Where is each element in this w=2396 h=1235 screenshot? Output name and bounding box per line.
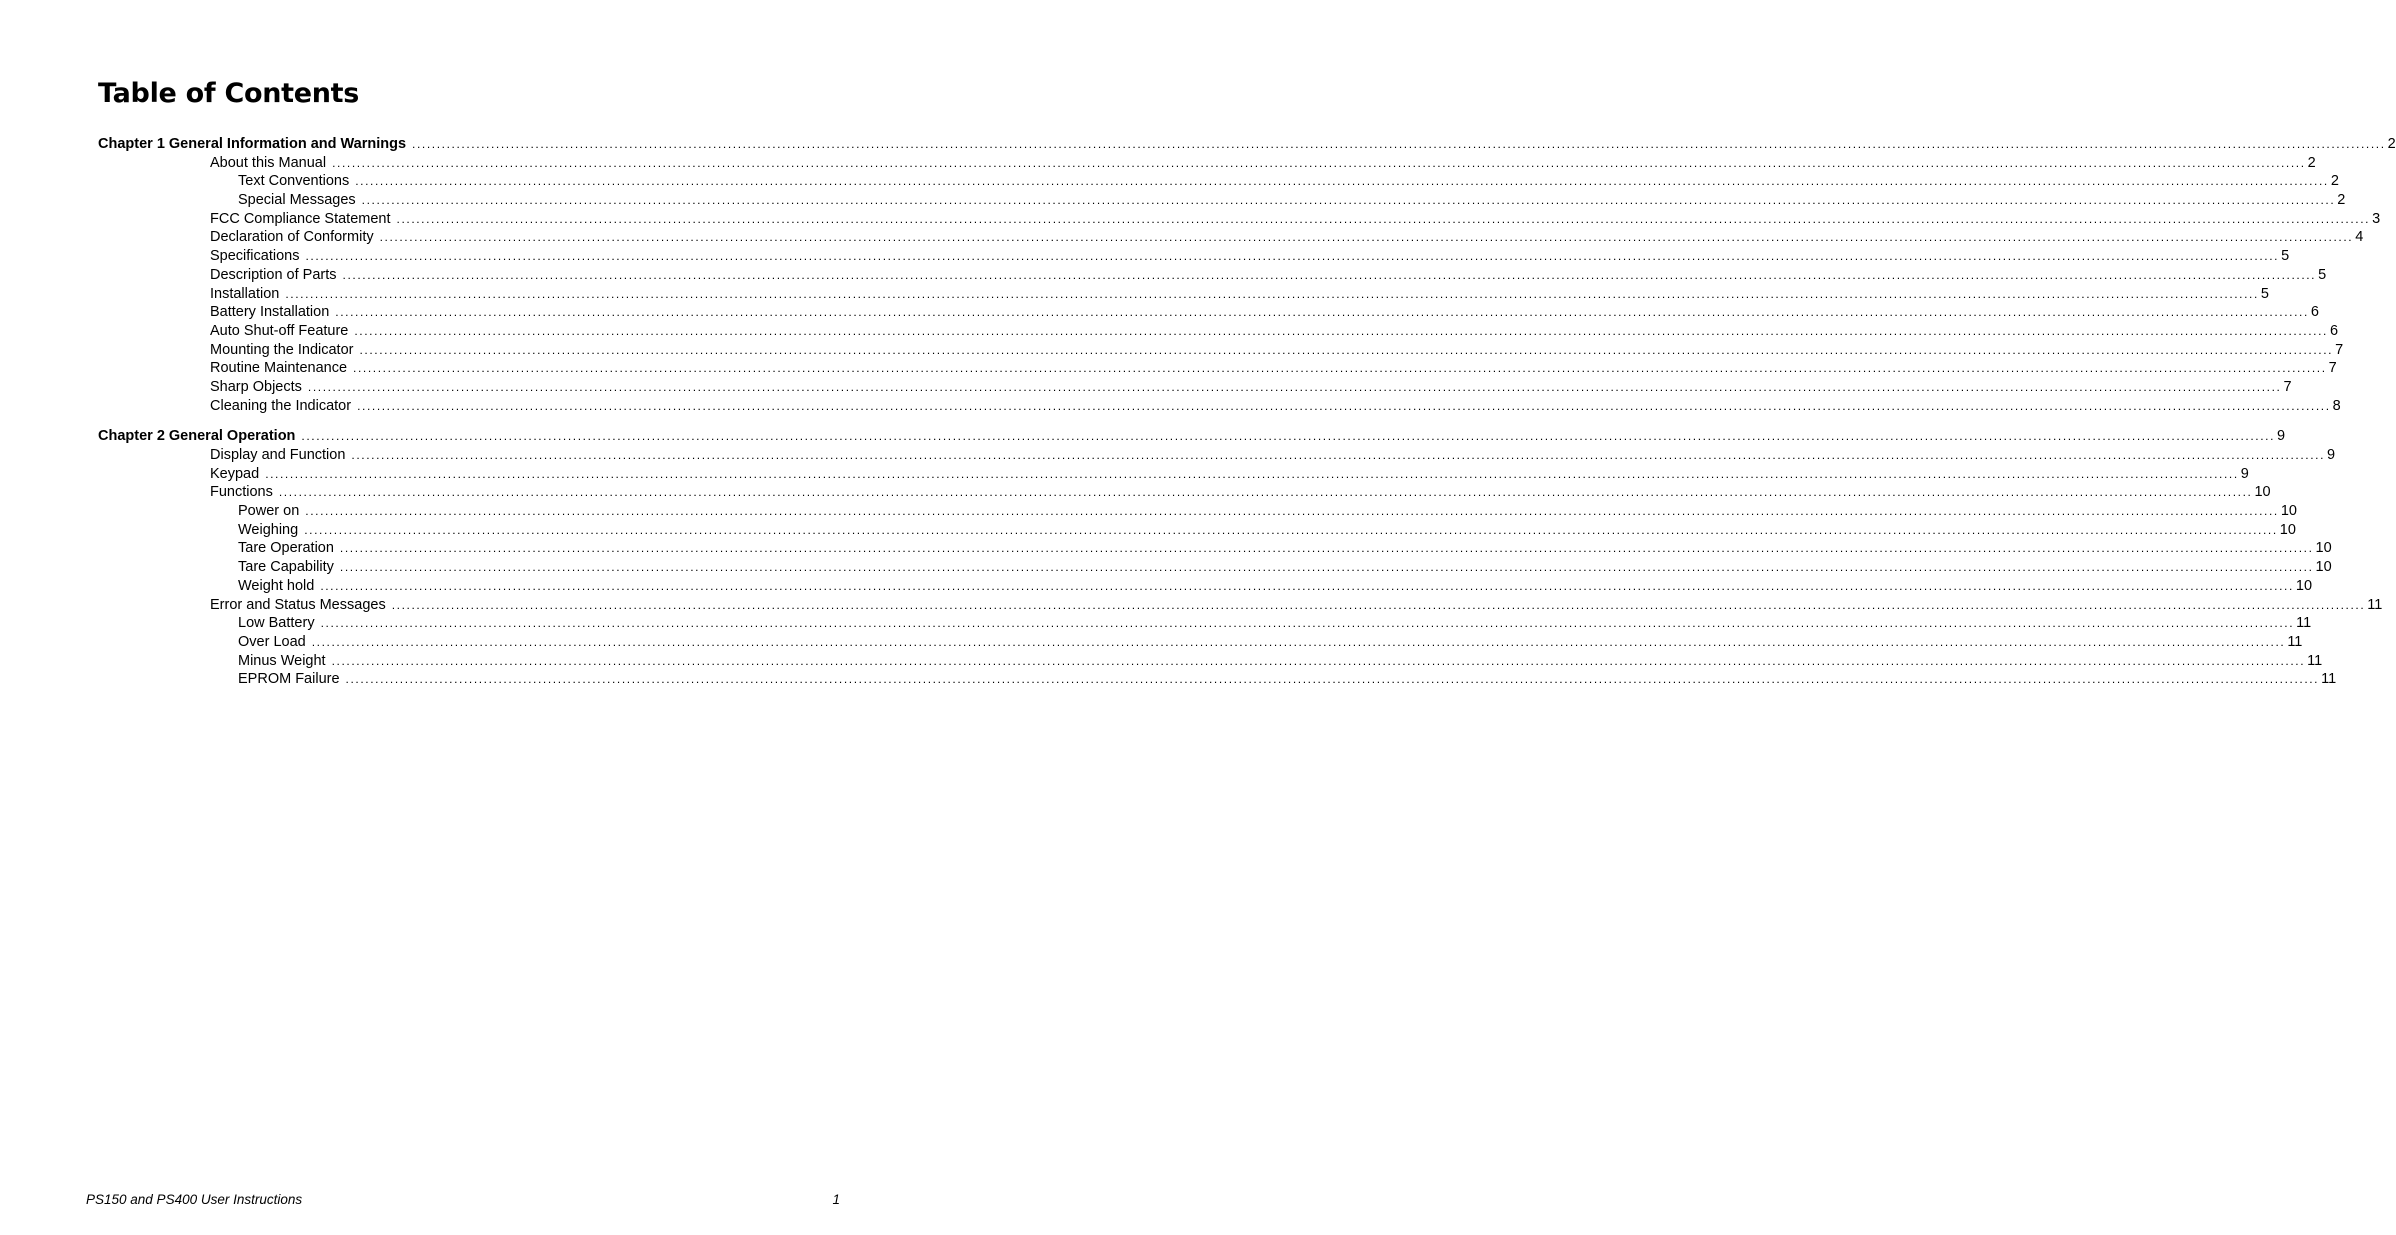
toc-entry-page-number: 2 (2387, 136, 2396, 152)
toc-entry-label: Weighing (238, 521, 299, 538)
toc-chapter-heading[interactable] (98, 135, 2396, 154)
toc-entry-label: Chapter 2 General Operation (98, 428, 296, 445)
toc-entry[interactable] (98, 577, 2313, 596)
toc-entry[interactable] (98, 210, 2381, 229)
dot-leader: ................................................................................................................................................................................................................................................................................................................................................................................................................ (304, 522, 2278, 537)
dot-leader: ................................................................................................................................................................................................................................................................................................................................................................................................................ (339, 560, 2314, 575)
toc-entry-page-number: 10 (2254, 484, 2271, 501)
toc-entry-page-number: 11 (2321, 671, 2337, 688)
dot-leader: ................................................................................................................................................................................................................................................................................................................................................................................................................ (379, 230, 2354, 245)
toc-entry-label: Low Battery (238, 615, 315, 632)
toc-entry-label: Weight hold (238, 577, 315, 594)
toc-entry-page-number: 8 (2332, 397, 2341, 414)
dot-leader: ................................................................................................................................................................................................................................................................................................................................................................................................................ (305, 504, 2279, 519)
toc-entry-page-number: 5 (2260, 285, 2269, 302)
toc-entry-page-number: 10 (2315, 559, 2332, 576)
toc-entry-page-number: 11 (2296, 615, 2312, 632)
toc-entry-label: Declaration of Conformity (210, 229, 374, 246)
toc-entry[interactable] (98, 191, 2346, 210)
dot-leader: ................................................................................................................................................................................................................................................................................................................................................................................................................ (278, 485, 2253, 500)
toc-entry[interactable] (98, 558, 2332, 577)
toc-chapter-heading[interactable] (98, 427, 2286, 446)
dot-leader: ................................................................................................................................................................................................................................................................................................................................................................................................................ (354, 323, 2328, 338)
toc-entry-page-number: 9 (2240, 465, 2249, 482)
toc-entry-label: Special Messages (238, 192, 356, 209)
dot-leader: ................................................................................................................................................................................................................................................................................................................................................................................................................ (361, 193, 2336, 208)
toc-entry-page-number: 11 (2287, 633, 2303, 650)
toc-entry-page-number: 5 (2318, 266, 2327, 283)
toc-entry[interactable] (98, 341, 2344, 360)
toc-entry-page-number: 5 (2281, 248, 2290, 265)
dot-leader: ................................................................................................................................................................................................................................................................................................................................................................................................................ (412, 137, 2386, 151)
dot-leader: ................................................................................................................................................................................................................................................................................................................................................................................................................ (355, 174, 2329, 189)
toc-entry-page-number: 2 (2330, 173, 2339, 190)
toc-entry[interactable] (98, 378, 2292, 397)
toc-entry-page-number: 7 (2328, 360, 2337, 377)
toc-entry[interactable] (98, 670, 2337, 689)
table-of-contents (98, 135, 2396, 701)
toc-entry-label: Minus Weight (238, 652, 326, 669)
toc-entry[interactable] (98, 539, 2332, 558)
toc-entry[interactable] (98, 596, 2383, 615)
toc-entry-label: EPROM Failure (238, 671, 340, 688)
toc-entry-label: Display and Function (210, 447, 346, 463)
toc-entry-label: Auto Shut-off Feature (210, 322, 349, 339)
toc-entry-label: Sharp Objects (210, 378, 302, 395)
toc-entry[interactable] (98, 633, 2303, 652)
toc-entry-page-number: 10 (2280, 503, 2297, 520)
toc-entry-page-number: 10 (2279, 521, 2296, 538)
dot-leader: ................................................................................................................................................................................................................................................................................................................................................................................................................ (320, 616, 2295, 631)
dot-leader: ................................................................................................................................................................................................................................................................................................................................................................................................................ (396, 211, 2371, 226)
toc-entry-label: Text Conventions (238, 173, 350, 190)
toc-entry-label: Error and Status Messages (210, 596, 386, 613)
toc-entry[interactable] (98, 397, 2341, 416)
toc-entry-label: Battery Installation (210, 304, 330, 321)
dot-leader: ................................................................................................................................................................................................................................................................................................................................................................................................................ (311, 634, 2286, 649)
dot-leader: ................................................................................................................................................................................................................................................................................................................................................................................................................ (332, 155, 2306, 170)
dot-leader: ................................................................................................................................................................................................................................................................................................................................................................................................................ (335, 305, 2309, 320)
dot-leader: ................................................................................................................................................................................................................................................................................................................................................................................................................ (301, 429, 2276, 444)
dot-leader: ................................................................................................................................................................................................................................................................................................................................................................................................................ (357, 398, 2331, 413)
toc-chapter-2 (98, 427, 2383, 689)
toc-entry[interactable] (98, 228, 2364, 247)
dot-leader: ................................................................................................................................................................................................................................................................................................................................................................................................................ (351, 448, 2326, 462)
toc-entry-label: Over Load (238, 633, 306, 650)
toc-entry-page-number: 3 (2372, 210, 2381, 227)
toc-entry-page-number: 10 (2315, 540, 2332, 557)
toc-entry[interactable] (98, 266, 2327, 285)
toc-entry-page-number: 11 (2307, 652, 2323, 669)
toc-entry-label: Tare Operation (238, 540, 334, 557)
toc-entry-page-number: 4 (2355, 229, 2364, 246)
dot-leader: ................................................................................................................................................................................................................................................................................................................................................................................................................ (307, 379, 2282, 394)
toc-entry-label: Power on (238, 503, 300, 520)
dot-leader: ................................................................................................................................................................................................................................................................................................................................................................................................................ (339, 541, 2314, 556)
toc-entry[interactable] (98, 285, 2269, 304)
toc-entry-page-number: 6 (2310, 304, 2319, 321)
toc-entry-label: Description of Parts (210, 266, 337, 283)
dot-leader: ................................................................................................................................................................................................................................................................................................................................................................................................................ (342, 267, 2317, 282)
footer-document-title: PS150 and PS400 User Instructions (86, 1192, 303, 1207)
toc-entry-page-number: 7 (2283, 378, 2292, 395)
toc-entry-page-number: 11 (2367, 596, 2383, 613)
toc-entry-page-number: 2 (2337, 192, 2346, 209)
toc-entry-label: About this Manual (210, 154, 327, 171)
dot-leader: ................................................................................................................................................................................................................................................................................................................................................................................................................ (353, 361, 2327, 376)
toc-entry[interactable] (98, 446, 2336, 465)
toc-entry-page-number: 7 (2335, 341, 2344, 358)
toc-entry-page-number: 9 (2277, 428, 2286, 445)
toc-entry-label: Keypad (210, 465, 260, 482)
toc-entry[interactable] (98, 483, 2271, 502)
dot-leader: ................................................................................................................................................................................................................................................................................................................................................................................................................ (320, 578, 2294, 593)
dot-leader: ................................................................................................................................................................................................................................................................................................................................................................................................................ (285, 286, 2259, 301)
toc-entry-label: Mounting the Indicator (210, 341, 354, 358)
toc-entry[interactable] (98, 502, 2297, 521)
toc-entry[interactable] (98, 521, 2296, 540)
dot-leader: ................................................................................................................................................................................................................................................................................................................................................................................................................ (391, 597, 2366, 612)
toc-entry[interactable] (98, 465, 2249, 484)
toc-entry[interactable] (98, 247, 2290, 266)
toc-entry-label: Routine Maintenance (210, 360, 348, 377)
toc-entry-page-number: 6 (2329, 322, 2339, 339)
toc-entry-label: Specifications (210, 248, 300, 265)
page-title: Table of Contents (98, 78, 360, 109)
toc-entry-label: Cleaning the Indicator (210, 397, 352, 414)
toc-chapter-1 (98, 135, 2396, 415)
page-footer (86, 1191, 840, 1209)
toc-entry-page-number: 2 (2307, 154, 2316, 171)
dot-leader: ................................................................................................................................................................................................................................................................................................................................................................................................................ (305, 249, 2280, 264)
toc-entry-label: Functions (210, 484, 273, 501)
toc-entry[interactable] (98, 614, 2312, 633)
dot-leader: ................................................................................................................................................................................................................................................................................................................................................................................................................ (265, 466, 2239, 481)
footer-page-number: 1 (832, 1192, 840, 1207)
dot-leader: ................................................................................................................................................................................................................................................................................................................................................................................................................ (359, 342, 2334, 357)
toc-entry[interactable] (98, 359, 2337, 378)
toc-entry-label: Chapter 1 General Information and Warnings (98, 136, 407, 152)
toc-entry[interactable] (98, 154, 2316, 173)
toc-entry-label: Tare Capability (238, 559, 334, 576)
toc-entry-label: FCC Compliance Statement (210, 210, 391, 227)
toc-entry-page-number: 9 (2327, 447, 2336, 463)
dot-leader: ................................................................................................................................................................................................................................................................................................................................................................................................................ (345, 672, 2320, 687)
toc-entry[interactable] (98, 322, 2339, 341)
toc-entry[interactable] (98, 172, 2339, 191)
toc-entry[interactable] (98, 652, 2323, 671)
toc-entry-page-number: 10 (2295, 577, 2313, 594)
dot-leader: ................................................................................................................................................................................................................................................................................................................................................................................................................ (331, 653, 2306, 668)
toc-entry[interactable] (98, 303, 2319, 322)
toc-entry-label: Installation (210, 285, 280, 302)
